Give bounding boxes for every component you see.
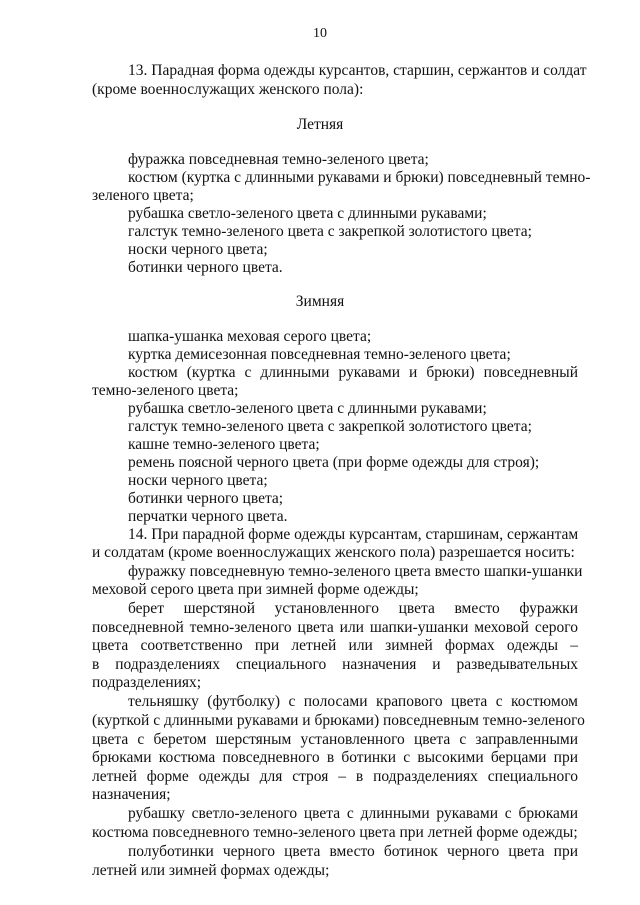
winter-item-socks: носки черного цвета; [128, 472, 268, 489]
section14-line-7: цвета соответственно при летней или зимней формах одежды – [92, 637, 578, 654]
winter-item-shirt: рубашка светло-зеленого цвета с длинными рукавами; [128, 400, 487, 417]
section14-line-15: назначения; [92, 786, 171, 803]
winter-item-scarf: кашне темно-зеленого цвета; [128, 436, 320, 453]
section14-line-5: берет шерстяной установленного цвета вместо фуражки [128, 600, 578, 617]
section13-line-2: (кроме военнослужащих женского пола): [92, 81, 364, 98]
summer-item-cap: фуражка повседневная темно-зеленого цвета; [128, 151, 429, 168]
winter-item-belt: ремень поясной черного цвета (при форме одежды для строя); [128, 454, 540, 471]
winter-item-suit: костюм (куртка с длинными рукавами и брюки) повседневный [128, 364, 578, 381]
winter-item-tie: галстук темно-зеленого цвета с закрепкой золотистого цвета; [128, 418, 532, 435]
summer-item-tie: галстук темно-зеленого цвета с закрепкой золотистого цвета; [128, 223, 532, 240]
winter-heading: Зимняя [295, 293, 345, 310]
winter-item-gloves: перчатки черного цвета. [128, 508, 288, 525]
winter-item-suit-cont: темно-зеленого цвета; [92, 382, 239, 399]
summer-heading: Летняя [296, 116, 344, 133]
summer-item-suit: костюм (куртка с длинными рукавами и брюки) повседневный темно- [128, 169, 591, 186]
section14-line-1: 14. При парадной форме одежды курсантам, старшинам, сержантам [128, 526, 579, 543]
summer-item-boots: ботинки черного цвета. [128, 259, 283, 276]
section14-line-9: подразделениях; [92, 674, 202, 691]
section14-line-6: повседневной темно-зеленого цвета или шапки-ушанки меховой серого [92, 619, 578, 636]
section13-line-1: 13. Парадная форма одежды курсантов, старшин, сержантов и солдат [128, 62, 587, 79]
section14-line-17: костюма повседневного темно-зеленого цвета при летней форме одежды; [92, 824, 578, 841]
section14-line-11: (курткой с длинными рукавами и брюками) повседневным темно-зеленого [92, 712, 585, 729]
winter-item-boots: ботинки черного цвета; [128, 490, 284, 507]
summer-item-shirt: рубашка светло-зеленого цвета с длинными рукавами; [128, 205, 487, 222]
section14-line-14: летней форме одежды для строя – в подразделениях специального [92, 768, 578, 785]
summer-item-socks: носки черного цвета; [128, 241, 268, 258]
section14-line-16: рубашку светло-зеленого цвета с длинными рукавами с брюками [128, 805, 578, 822]
summer-item-suit-cont: зеленого цвета; [92, 187, 194, 204]
winter-item-hat: шапка-ушанка меховая серого цвета; [128, 328, 372, 345]
section14-line-19: летней или зимней формах одежды; [92, 862, 330, 879]
section14-line-2: и солдатам (кроме военнослужащих женского пола) разрешается носить: [92, 544, 575, 561]
section14-line-18: полуботинки черного цвета вместо ботинок черного цвета при [128, 843, 578, 860]
section14-line-12: цвета с беретом шерстяным установленного цвета с заправленными [92, 731, 578, 748]
section14-line-13: брюками костюма повседневного в ботинки с высокими берцами при [92, 749, 578, 766]
section14-line-8: в подразделениях специального назначения и разведывательных [92, 656, 578, 673]
section14-line-4: меховой серого цвета при зимней форме одежды; [92, 581, 419, 598]
winter-item-jacket: куртка демисезонная повседневная темно-зеленого цвета; [128, 346, 511, 363]
section14-line-10: тельняшку (футболку) с полосами крапового цвета с костюмом [128, 693, 578, 710]
section14-line-3: фуражку повседневную темно-зеленого цвета вместо шапки-ушанки [128, 563, 583, 580]
page-number: 10 [313, 26, 327, 41]
